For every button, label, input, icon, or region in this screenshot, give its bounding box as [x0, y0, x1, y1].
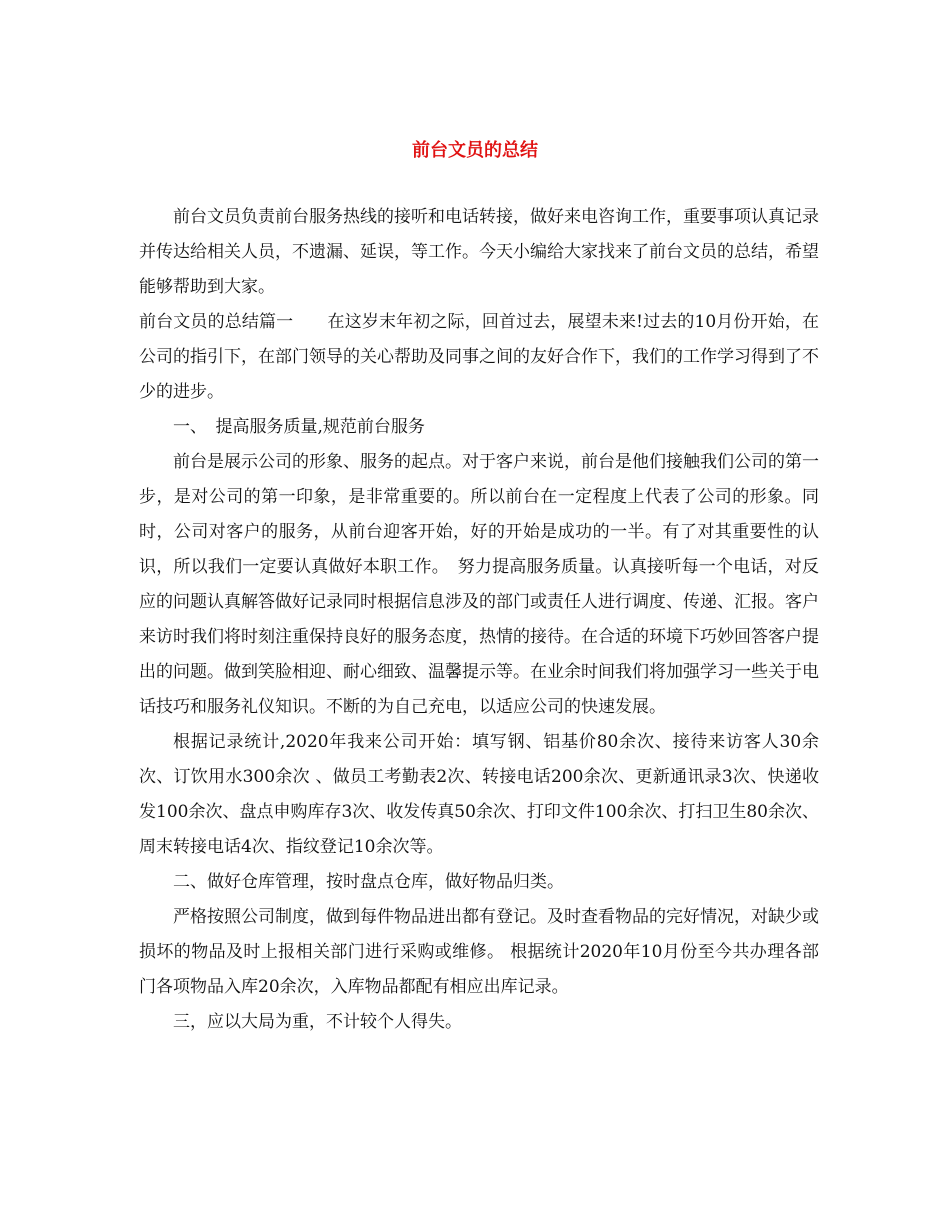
- paragraph-part-one-opening: 前台文员的总结篇一 在这岁末年初之际，回首过去，展望未来!过去的10月份开始，在公司的指引下，在部门领导的关心帮助及同事之间的友好合作下，我们的工作学习得到了不少的进步。: [139, 312, 819, 402]
- document-title: 前台文员的总结: [412, 140, 538, 161]
- paragraph-statistics: 根据记录统计,2020年我来公司开始：填写钢、铝基价80余次、接待来访客人30余次、订饮用水300余次 、做员工考勤表2次、转接电话200余次、更新通讯录3次、快递收发100余次、盘点申购库存3次、收发传真50余次、打印文件100余次、打扫卫生80余次、周末转接电话4次、指纹登记10余次等。: [139, 732, 819, 857]
- section-heading-1: 一、 提高服务质量,规范前台服务: [173, 417, 425, 437]
- document-body: [139, 200, 819, 1040]
- paragraph-intro: 前台文员负责前台服务热线的接听和电话转接，做好来电咨询工作，重要事项认真记录并传达给相关人员，不遗漏、延误，等工作。今天小编给大家找来了前台文员的总结，希望能够帮助到大家。: [139, 207, 819, 297]
- paragraph-warehouse: 严格按照公司制度，做到每件物品进出都有登记。及时查看物品的完好情况，对缺少或损坏的物品及时上报相关部门进行采购或维修。 根据统计2020年10月份至今共办理各部门各项物品入库20余次，入库物品都配有相应出库记录。: [139, 907, 819, 997]
- section-heading-2: 二、做好仓库管理，按时盘点仓库，做好物品归类。: [173, 872, 564, 892]
- section-heading-3: 三，应以大局为重，不计较个人得失。: [173, 1012, 462, 1032]
- paragraph-service-quality: 前台是展示公司的形象、服务的起点。对于客户来说，前台是他们接触我们公司的第一步，是对公司的第一印象，是非常重要的。所以前台在一定程度上代表了公司的形象。同时，公司对客户的服务，从前台迎客开始，好的开始是成功的一半。有了对其重要性的认识，所以我们一定要认真做好本职工作。 努力提高服务质量。认真接听每一个电话，对反应的问题认真解答做好记录同时根据信息涉及的部门或责任人进行调度、传递、汇报。客户来访时我们将时刻注重保持良好的服务态度，热情的接待。在合适的环境下巧妙回答客户提出的问题。做到笑脸相迎、耐心细致、温馨提示等。在业余时间我们将加强学习一些关于电话技巧和服务礼仪知识。不断的为自己充电，以适应公司的快速发展。: [139, 452, 819, 717]
